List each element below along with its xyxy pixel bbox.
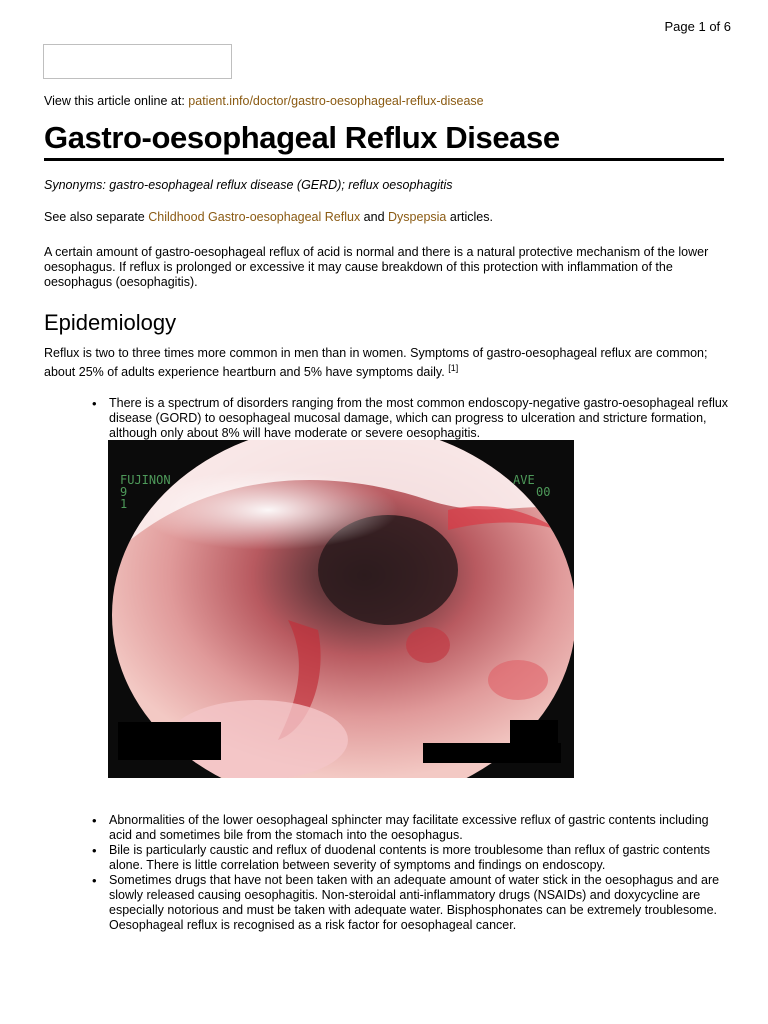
overlay-left-line2: 9 <box>120 485 128 499</box>
list-item: • Bile is particularly caustic and reflux of duodenal contents is more troublesome than reflux of gastric contents alone. There is little correlation between severity of symptoms and findings on endoscopy. <box>109 843 729 873</box>
intro-paragraph: A certain amount of gastro-oesophageal reflux of acid is normal and there is a natural protective mechanism of the lower oesophagus. If reflux is prolonged or excessive it may cause breakdown of this protection with inflammation of the oesophagus (oesophagitis). <box>44 245 709 289</box>
overlay-right-text: AVE <box>513 473 535 487</box>
list-item: • There is a spectrum of disorders ranging from the most common endoscopy-negative gastro-oesophageal reflux disease (GORD) to oesophageal mucosal damage, which can progress to ulceration and stricture formation, although only about 8% will have moderate or severe oesophagitis. <box>109 396 729 441</box>
bullet-list-2 <box>109 813 729 933</box>
article-title: Gastro-oesophageal Reflux Disease <box>44 120 724 161</box>
endoscopy-image <box>108 440 574 778</box>
bullet-list-1 <box>109 396 729 441</box>
epidemiology-paragraph <box>44 346 724 380</box>
online-link-line <box>44 94 484 108</box>
childhood-reflux-link[interactable]: Childhood Gastro-oesophageal Reflux <box>148 210 361 224</box>
redaction-box-right-top <box>510 720 558 744</box>
online-prefix: View this article online at: <box>44 94 189 108</box>
article-url-link[interactable]: patient.info/doctor/gastro-oesophageal-reflux-disease <box>188 94 484 108</box>
see-also-middle: and <box>360 210 389 224</box>
list-item: • Abnormalities of the lower oesophageal sphincter may facilitate excessive reflux of gastric contents including acid and sometimes bile from the stomach into the oesophagus. <box>109 813 729 843</box>
synonyms-line: Synonyms: gastro-esophageal reflux disease (GERD); reflux oesophagitis <box>44 178 453 192</box>
overlay-right-line2: 00 <box>536 485 551 499</box>
overlay-left-line3: 1 <box>120 497 128 511</box>
redaction-box-left <box>118 722 221 760</box>
redaction-box-right-bottom <box>423 743 561 763</box>
see-also-line <box>44 210 493 224</box>
dyspepsia-link[interactable]: Dyspepsia <box>388 210 447 224</box>
epidemiology-heading: Epidemiology <box>44 310 177 335</box>
see-also-suffix: articles. <box>446 210 493 224</box>
page-number: Page 1 of 6 <box>664 19 731 34</box>
list-item: • Sometimes drugs that have not been taken with an adequate amount of water stick in the oesophagus and are slowly released causing oesophagitis. Non-steroidal anti-inflammatory drugs (NSAIDs) and doxycycline are especially notorious and must be taken with adequate water. Bisphosphonates can be extremely troublesome. Oesophageal reflux is recognised as a risk factor for oesophageal cancer. <box>109 873 729 933</box>
reference-link-1[interactable]: [1] <box>448 363 459 373</box>
logo-placeholder <box>43 44 232 79</box>
see-also-prefix: See also separate <box>44 210 149 224</box>
epidemiology-text: Reflux is two to three times more common in men than in women. Symptoms of gastro-oesophageal reflux are common; about 25% of adults experience heartburn and 5% have symptoms daily. <box>44 346 708 380</box>
overlay-brand-text: FUJINON <box>120 473 171 487</box>
